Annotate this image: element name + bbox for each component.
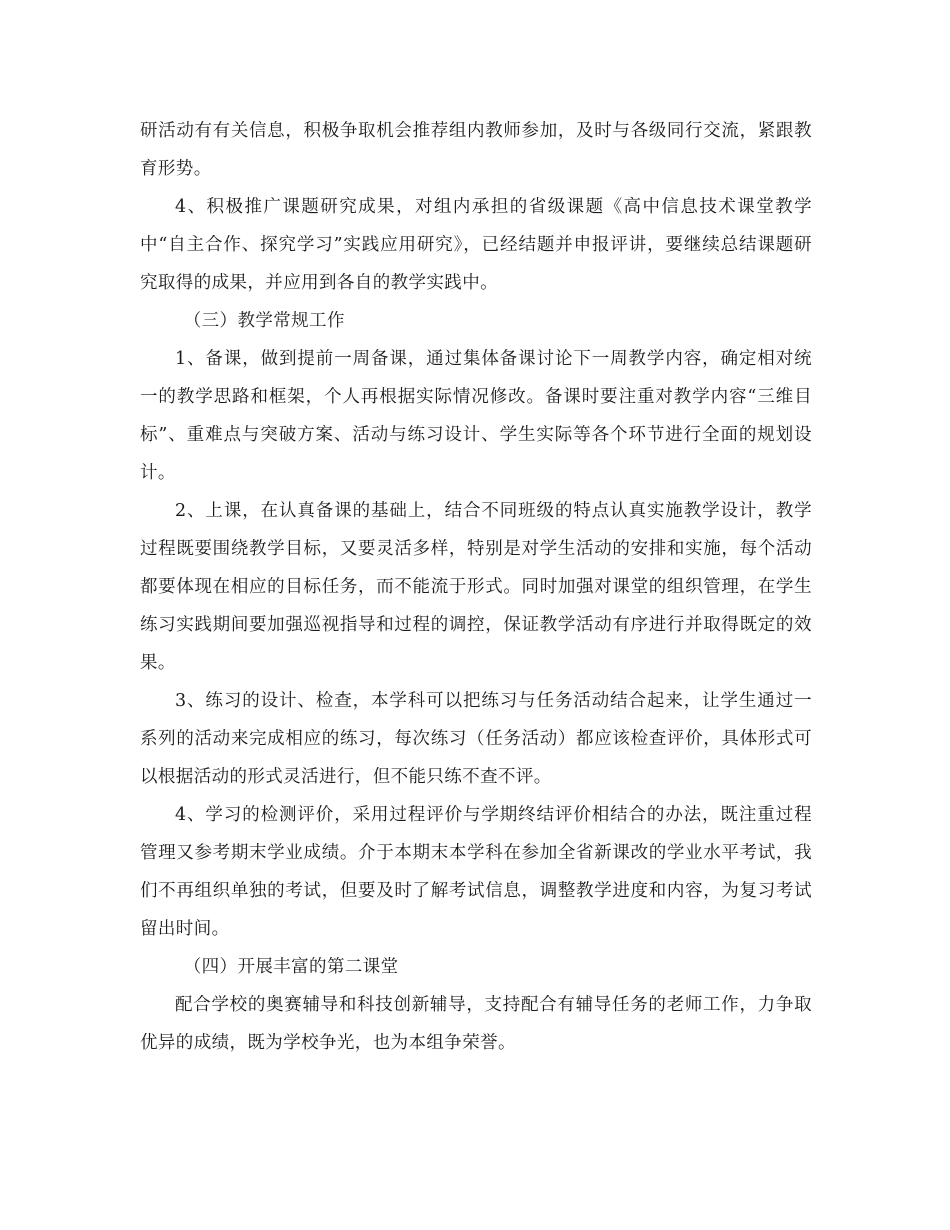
document-body — [140, 112, 812, 1062]
paragraph-item-3-exercise: 3、练习的设计、检查，本学科可以把练习与任务活动结合起来，让学生通过一系列的活动来完成相应的练习，每次练习（任务活动）都应该检查评价，具体形式可以根据活动的形式灵活进行，但不能只练不查不评。 — [140, 691, 812, 787]
paragraph-item-2-class: 2、上课，在认真备课的基础上，结合不同班级的特点认真实施教学设计，教学过程既要围绕教学目标，又要灵活多样，特别是对学生活动的安排和实施，每个活动都要体现在相应的目标任务，而不能流于形式。同时加强对课堂的组织管理，在学生练习实践期间要加强巡视指导和过程的调控，保证教学活动有序进行并取得既定的效果。 — [140, 501, 812, 673]
paragraph-item-4-research: 4、积极推广课题研究成果，对组内承担的省级课题《高中信息技术课堂教学中“自主合作、探究学习”实践应用研究》，已经结题并申报评讲，要继续总结课题研究取得的成果，并应用到各自的教学实践中。 — [140, 197, 812, 293]
paragraph-continuation: 研活动有有关信息，积极争取机会推荐组内教师参加，及时与各级同行交流，紧跟教育形势。 — [140, 121, 812, 179]
paragraph-item-1-lesson-prep: 1、备课，做到提前一周备课，通过集体备课讨论下一周教学内容，确定相对统一的教学思路和框架，个人再根据实际情况修改。备课时要注重对教学内容“三维目标”、重难点与突破方案、活动与练习设计、学生实际等各个环节进行全面的规划设计。 — [140, 349, 812, 483]
section-heading-second-classroom: （四）开展丰富的第二课堂 — [183, 957, 399, 977]
paragraph-second-classroom: 配合学校的奥赛辅导和科技创新辅导，支持配合有辅导任务的老师工作，力争取优异的成绩，既为学校争光，也为本组争荣誉。 — [140, 995, 812, 1053]
section-heading-teaching-routine: （三）教学常规工作 — [183, 311, 345, 331]
paragraph-item-4-assessment: 4、学习的检测评价，采用过程评价与学期终结评价相结合的办法，既注重过程管理又参考期末学业成绩。介于本期末本学科在参加全省新课改的学业水平考试，我们不再组织单独的考试，但要及时了解考试信息，调整教学进度和内容，为复习考试留出时间。 — [140, 805, 812, 939]
